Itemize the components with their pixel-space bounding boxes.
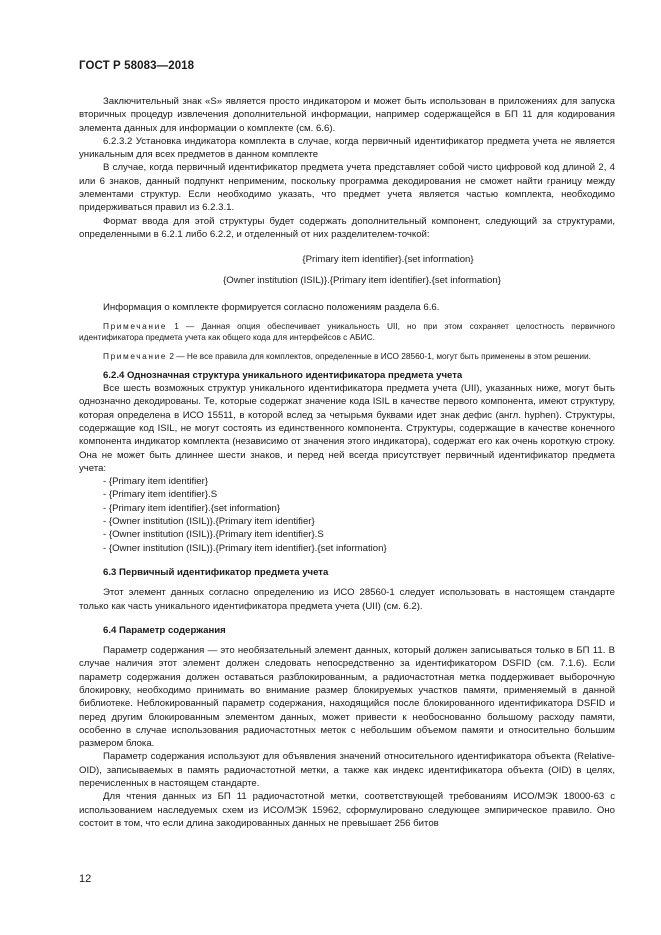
paragraph: В случае, когда первичный идентификатор предмета учета представляет собой чисто цифровой код длиной 2, 4 или 6 знаков, данный подпункт неприменим, поскольку программа декодирования не сможет найти границу между элементами структур. Если необходимо указать, что предмет учета является частью комплекта, необходимо придерживаться правил из 6.2.3.1. [79, 162, 615, 214]
paragraph: Параметр содержания — это необязательный элемент данных, который должен записываться только в БП 11. В случае наличия этот элемент должен следовать непосредственно за идентификатором DSFID (см. 7.1.6). Если параметр содержания должен оставаться разблокированным, а радиочастотная метка поддерживает выборочную блокировку, необходимо принимать во внимание размер блокируемых участков памяти, применяемый в данной библиотеке. Неблокированный параметр содержания, находящийся после блокированного идентификатора DSFID и перед другим блокированным элементом данных, может привести к необоснованно большому расходу памяти, особенно в случае использования радиочастотных меток с небольшим объемом памяти и относительно большим размером блока. [79, 645, 615, 750]
list-item: - {Primary item identifier}.S [103, 489, 218, 501]
paragraph: Параметр содержания используют для объявления значений относительного идентификатора объекта (Relative-OID), записываемых в память радиочастотной метки, а также как индекс идентификатора объекта (OID) в целях, перечисленных в настоящем стандарте. [79, 751, 615, 790]
list-item: - {Primary item identifier} [103, 476, 209, 488]
standard-header: ГОСТ Р 58083—2018 [79, 60, 195, 72]
list-item: - {Owner institution (ISIL)}.{Primary item identifier}.S [103, 529, 324, 541]
note-text: 1 — Данная опция обеспечивает уникальность UII, но при этом сохраняет целостность первичного идентификатора предмета учета как общего кода для интерфейсов с АБИС. [79, 321, 615, 343]
section-heading: 6.2.4 Однозначная структура уникального идентификатора предмета учета [103, 369, 463, 381]
formula: {Primary item identifier}.{set information} [302, 254, 474, 266]
paragraph: Этот элемент данных согласно определению из ИСО 28560-1 следует использовать в настоящем стандарте только как часть уникального идентификатора предмета учета (UII) (см. 6.2). [79, 587, 615, 612]
note-label: Примечание [103, 321, 168, 332]
list-item: - {Owner institution (ISIL)}.{Primary item identifier} [103, 516, 315, 528]
list-item: - {Owner institution (ISIL)}.{Primary item identifier}.{set information} [103, 542, 387, 554]
section-heading: 6.3 Первичный идентификатор предмета учета [103, 566, 329, 578]
list-item: - {Primary item identifier}.{set information} [103, 502, 281, 514]
note [79, 351, 615, 362]
paragraph: Заключительный знак «S» является просто индикатором и может быть использован в приложениях для запуска вторичных процедур извлечения дополнительной информации, например содержащейся в БП 11 для кодирования элемента данных для информации о комплекте (см. 6.6). [79, 96, 615, 134]
section-heading: 6.4 Параметр содержания [103, 624, 226, 636]
note-text: 2 — Не все правила для комплектов, определенные в ИСО 28560-1, могут быть применены в этом решении. [167, 350, 591, 361]
paragraph: Формат ввода для этой структуры будет содержать дополнительный компонент, следующий за структурами, определенными в 6.2.1 либо 6.2.2, и отделенный от них разделителем-точкой: [79, 215, 615, 240]
structure-list [79, 475, 615, 555]
page-number: 12 [79, 873, 92, 885]
paragraph: Информация о комплекте формируется согласно положениям раздела 6.6. [103, 301, 440, 313]
paragraph: Для чтения данных из БП 11 радиочастотной метки, соответствующей требованиям ИСО/МЭК 18000-63 с использованием наследуемых схем из ИСО/МЭК 15962, сформулировано следующее эмпирическое правило. Оно состоит в том, что если длина закодированных данных не превышает 256 битов [79, 791, 615, 829]
formula: {Owner institution (ISIL)}.{Primary item identifier}.{set information} [223, 274, 501, 286]
subclause-heading: 6.2.3.2 Установка индикатора комплекта в случае, когда первичный идентификатор предмета учета не является уникальным для всех предметов в данном комплекте [79, 135, 615, 161]
note-label: Примечание [103, 350, 168, 361]
paragraph: Все шесть возможных структур уникального идентификатора предмета учета (UII), указанных ниже, могут быть однозначно декодированы. Те, которые содержат значение кода ISIL в качестве первого компонента, имеют структуру, которая определена в ИСО 15511, в которой вслед за четырьмя буквами идет знак дефис (англ. hyphen). Структуры, содержащие код ISIL, не могут состоять из единственного компонента. Структуры, содержащие в качестве конечного компонента индикатор комплекта (независимо от значения этого индикатора), содержат его как очень короткую строку. Она не может быть длиннее шести знаков, и перед ней всегда присутствует первичный идентификатор предмета учета: [79, 383, 615, 474]
page-content [79, 95, 615, 830]
note [79, 321, 615, 343]
